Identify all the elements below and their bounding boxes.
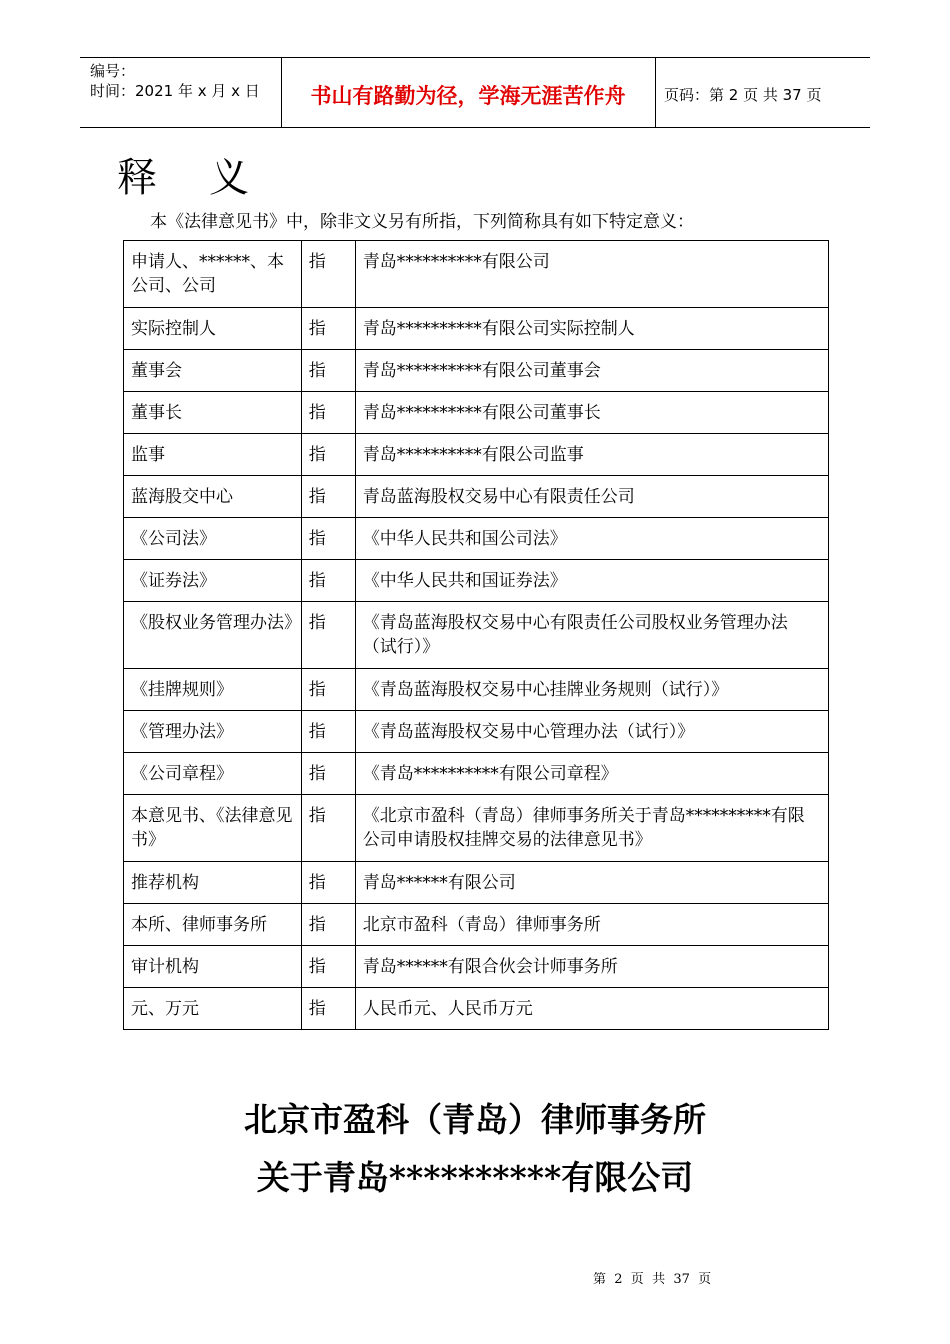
table-row <box>124 392 829 434</box>
definition-term: 《股权业务管理办法》 <box>124 602 302 669</box>
definition-meaning: 青岛**********有限公司 <box>355 241 828 308</box>
definition-meaning: 《青岛蓝海股权交易中心管理办法（试行）》 <box>355 711 828 753</box>
table-row <box>124 862 829 904</box>
table-row <box>124 350 829 392</box>
header-divider <box>655 58 656 127</box>
date-label: 时间：2021 年 x 月 x 日 <box>90 82 260 100</box>
definition-term: 董事长 <box>124 392 302 434</box>
section-title <box>117 146 249 203</box>
table-row <box>124 753 829 795</box>
definition-means: 指 <box>301 434 355 476</box>
definition-means: 指 <box>301 669 355 711</box>
definitions-table <box>123 240 829 1030</box>
definition-means: 指 <box>301 518 355 560</box>
definition-means: 指 <box>301 392 355 434</box>
table-row <box>124 711 829 753</box>
definition-means: 指 <box>301 308 355 350</box>
definition-means: 指 <box>301 862 355 904</box>
definition-meaning: 青岛**********有限公司董事会 <box>355 350 828 392</box>
page-header <box>80 57 870 128</box>
definition-meaning: 《中华人民共和国证券法》 <box>355 560 828 602</box>
definition-term: 《证券法》 <box>124 560 302 602</box>
document-heading-line-1: 北京市盈科（青岛）律师事务所 <box>244 1100 706 1139</box>
definition-means: 指 <box>301 241 355 308</box>
table-row <box>124 988 829 1030</box>
table-row <box>124 560 829 602</box>
definition-term: 《公司章程》 <box>124 753 302 795</box>
table-row <box>124 946 829 988</box>
definition-term: 本所、律师事务所 <box>124 904 302 946</box>
intro-text: 本《法律意见书》中，除非文义另有所指，下列简称具有如下特定意义： <box>150 212 694 232</box>
definition-meaning: 青岛**********有限公司实际控制人 <box>355 308 828 350</box>
definition-means: 指 <box>301 350 355 392</box>
definition-means: 指 <box>301 560 355 602</box>
definition-means: 指 <box>301 476 355 518</box>
definition-term: 元、万元 <box>124 988 302 1030</box>
title-char-2: 义 <box>209 155 249 201</box>
title-char-1: 释 <box>117 155 157 201</box>
header-motto: 书山有路勤为径，学海无涯苦作舟 <box>310 84 626 108</box>
footer-page-number: 第 2 页 共 37 页 <box>593 1272 712 1287</box>
definition-meaning: 青岛**********有限公司监事 <box>355 434 828 476</box>
table-row <box>124 904 829 946</box>
document-heading-line-2: 关于青岛**********有限公司 <box>256 1158 694 1197</box>
definition-meaning: 青岛******有限公司 <box>355 862 828 904</box>
definition-term: 推荐机构 <box>124 862 302 904</box>
definition-meaning: 人民币元、人民币万元 <box>355 988 828 1030</box>
definition-term: 董事会 <box>124 350 302 392</box>
definition-meaning: 《青岛蓝海股权交易中心挂牌业务规则（试行）》 <box>355 669 828 711</box>
definition-meaning: 青岛******有限合伙会计师事务所 <box>355 946 828 988</box>
definition-means: 指 <box>301 602 355 669</box>
definition-meaning: 《青岛蓝海股权交易中心有限责任公司股权业务管理办法（试行）》 <box>355 602 828 669</box>
table-row <box>124 669 829 711</box>
table-row <box>124 241 829 308</box>
table-row <box>124 434 829 476</box>
definition-meaning: 青岛蓝海股权交易中心有限责任公司 <box>355 476 828 518</box>
definition-term: 《公司法》 <box>124 518 302 560</box>
definition-term: 审计机构 <box>124 946 302 988</box>
header-page-info: 页码：第 2 页 共 37 页 <box>664 86 822 104</box>
definition-means: 指 <box>301 711 355 753</box>
header-meta <box>90 61 260 101</box>
table-row <box>124 308 829 350</box>
definition-term: 蓝海股交中心 <box>124 476 302 518</box>
definition-means: 指 <box>301 988 355 1030</box>
definition-means: 指 <box>301 904 355 946</box>
definition-means: 指 <box>301 753 355 795</box>
table-row <box>124 518 829 560</box>
definition-term: 申请人、******、本公司、公司 <box>124 241 302 308</box>
table-row <box>124 795 829 862</box>
definition-meaning: 青岛**********有限公司董事长 <box>355 392 828 434</box>
table-row <box>124 476 829 518</box>
definition-term: 《挂牌规则》 <box>124 669 302 711</box>
definition-means: 指 <box>301 795 355 862</box>
definition-term: 监事 <box>124 434 302 476</box>
definition-meaning: 北京市盈科（青岛）律师事务所 <box>355 904 828 946</box>
definition-meaning: 《北京市盈科（青岛）律师事务所关于青岛**********有限公司申请股权挂牌交易的法律意见书》 <box>355 795 828 862</box>
definition-meaning: 《中华人民共和国公司法》 <box>355 518 828 560</box>
definition-meaning: 《青岛**********有限公司章程》 <box>355 753 828 795</box>
definition-term: 实际控制人 <box>124 308 302 350</box>
definition-means: 指 <box>301 946 355 988</box>
serial-label: 编号： <box>90 62 136 80</box>
definition-term: 本意见书、《法律意见书》 <box>124 795 302 862</box>
table-row <box>124 602 829 669</box>
definition-term: 《管理办法》 <box>124 711 302 753</box>
